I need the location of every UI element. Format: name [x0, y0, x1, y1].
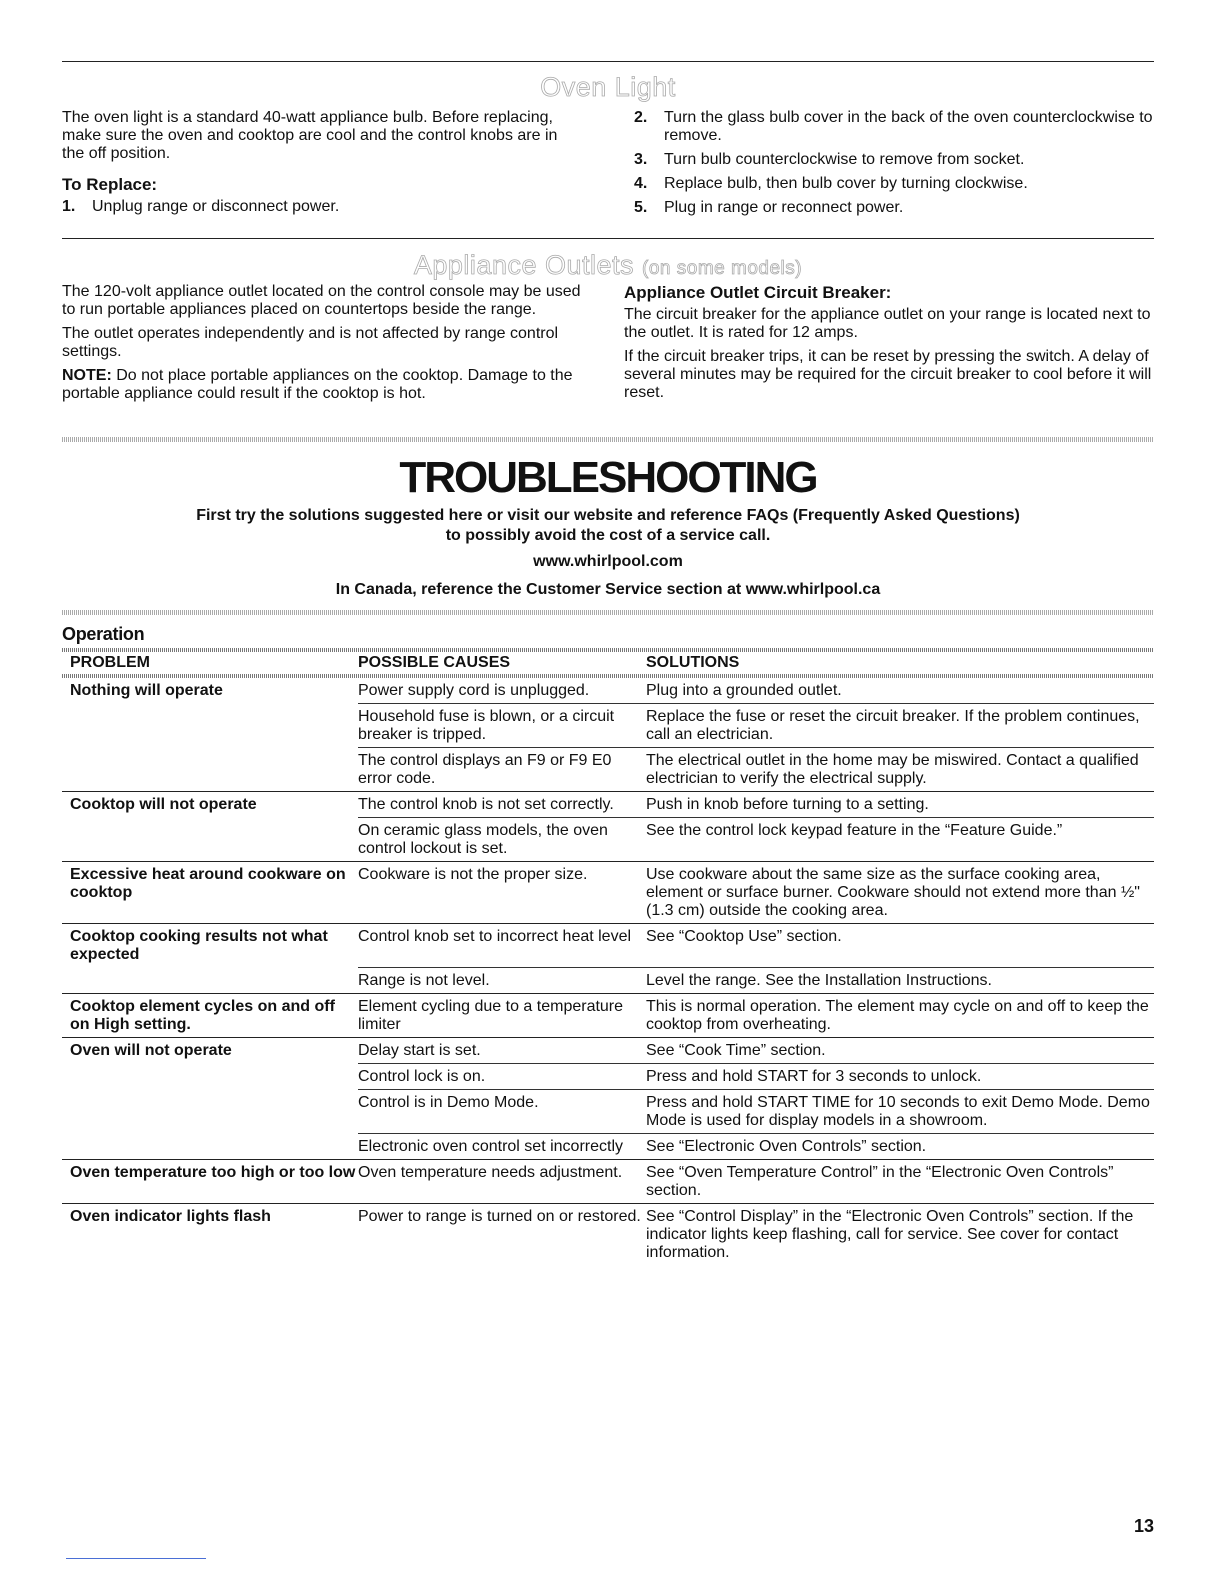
outlet-para-1: The 120-volt appliance outlet located on the control console may be used to run portable appliances placed on countertops beside the range.: [62, 283, 581, 318]
table-row: Range is not level. Level the range. See the Installation Instructions.: [62, 967, 1154, 993]
table-row: The control displays an F9 or F9 E0 error code. The electrical outlet in the home may be miswired. Contact a qualified electrician to verify the electrical supply.: [62, 748, 1154, 792]
step-3: 3. Turn bulb counterclockwise to remove from socket.: [634, 151, 1025, 168]
website-link[interactable]: www.whirlpool.com: [533, 553, 683, 570]
oven-light-section: [62, 72, 1154, 223]
footer-line: [66, 1558, 206, 1559]
troubleshooting-title: TROUBLESHOOTING: [399, 453, 817, 502]
table-row: Cooktop cooking results not what expected Control knob set to incorrect heat level See “Cooktop Use” section.: [62, 924, 1154, 968]
appliance-outlets-section: [62, 250, 1154, 409]
table-row: Oven temperature too high or too low Oven temperature needs adjustment. See “Oven Temperature Control” in the “Electronic Oven Controls” section.: [62, 1159, 1154, 1203]
breaker-heading: Appliance Outlet Circuit Breaker:: [624, 283, 892, 302]
table-row: Electronic oven control set incorrectly See “Electronic Oven Controls” section.: [62, 1133, 1154, 1159]
troubleshooting-intro-1: First try the solutions suggested here or visit our website and reference FAQs (Frequently Asked Questions): [196, 507, 1020, 524]
table-row: Cooktop will not operate The control knob is not set correctly. Push in knob before turning to a setting.: [62, 792, 1154, 818]
table-row: Nothing will operate Power supply cord is unplugged. Plug into a grounded outlet.: [62, 678, 1154, 704]
table-row: Excessive heat around cookware on cooktop Cookware is not the proper size. Use cookware about the same size as the surface cooking area, element or surface burner. Cookware should not extend more than ½" (1.3 cm) outside the cooking area.: [62, 862, 1154, 924]
to-replace-heading: To Replace:: [62, 175, 158, 194]
table-row: Control is in Demo Mode. Press and hold START TIME for 10 seconds to exit Demo Mode. Demo Mode is used for display models in a showroom.: [62, 1089, 1154, 1133]
header-causes: POSSIBLE CAUSES: [358, 654, 511, 671]
step-5: 5. Plug in range or reconnect power.: [634, 199, 904, 216]
breaker-para-1: The circuit breaker for the appliance outlet on your range is located next to the outlet. It is rated for 12 amps.: [624, 306, 1151, 341]
step-2: 2. Turn the glass bulb cover in the back of the oven counterclockwise to remove.: [634, 109, 1153, 144]
table-row: Oven indicator lights flash Power to range is turned on or restored. See “Control Display” in the “Electronic Oven Controls” section. If the indicator lights keep flashing, call for service. See cover for contact information.: [70, 1207, 1134, 1261]
category-title: Operation: [62, 624, 145, 644]
troubleshooting-table: [62, 652, 1154, 1265]
appliance-outlets-title: Appliance Outlets (on some models): [413, 250, 803, 280]
outlet-para-2: The outlet operates independently and is not affected by range control settings.: [62, 325, 559, 360]
section-rule: [62, 238, 1154, 239]
table-row: Household fuse is blown, or a circuit breaker is tripped. Replace the fuse or reset the circuit breaker. If the problem continues, call an electrician.: [62, 704, 1154, 748]
table-row: Oven will not operate Delay start is set. See “Cook Time” section.: [62, 1037, 1154, 1063]
oven-light-intro: The oven light is a standard 40-watt appliance bulb. Before replacing, make sure the oven and cooktop are cool and the control knobs are in the off position.: [62, 109, 558, 162]
table-row: On ceramic glass models, the oven control lockout is set. See the control lock keypad feature in the “Feature Guide.”: [62, 818, 1154, 862]
hatch-divider-2: [62, 610, 1154, 615]
step-1: 1. Unplug range or disconnect power.: [62, 198, 340, 215]
troubleshooting-section: [62, 454, 1154, 600]
page-number: 13: [1133, 1516, 1154, 1536]
header-solutions: SOLUTIONS: [646, 654, 740, 671]
breaker-para-2: If the circuit breaker trips, it can be reset by pressing the switch. A delay of several minutes may be required for the circuit breaker to cool before it will reset.: [624, 348, 1152, 401]
oven-light-title: Oven Light: [540, 72, 676, 102]
canada-note: In Canada, reference the Customer Service section at www.whirlpool.ca: [335, 581, 881, 598]
header-problem: PROBLEM: [70, 654, 150, 671]
operation-table-section: [62, 624, 1154, 1265]
manual-page: [62, 0, 1154, 1584]
outlet-note: NOTE: Do not place portable appliances on the cooktop. Damage to the portable appliance could result if the cooktop is hot.: [62, 367, 573, 402]
troubleshooting-intro-2: to possibly avoid the cost of a service call.: [445, 527, 771, 544]
table-row: Cooktop element cycles on and off on High setting. Element cycling due to a temperature limiter This is normal operation. The element may cycle on and off to keep the cooktop from overheating.: [62, 993, 1154, 1037]
top-rule: [62, 61, 1154, 62]
table-header-row: [62, 652, 1154, 674]
hatch-divider: [62, 437, 1154, 442]
table-row: Control lock is on. Press and hold START for 3 seconds to unlock.: [62, 1063, 1154, 1089]
step-4: 4. Replace bulb, then bulb cover by turning clockwise.: [634, 175, 1028, 192]
